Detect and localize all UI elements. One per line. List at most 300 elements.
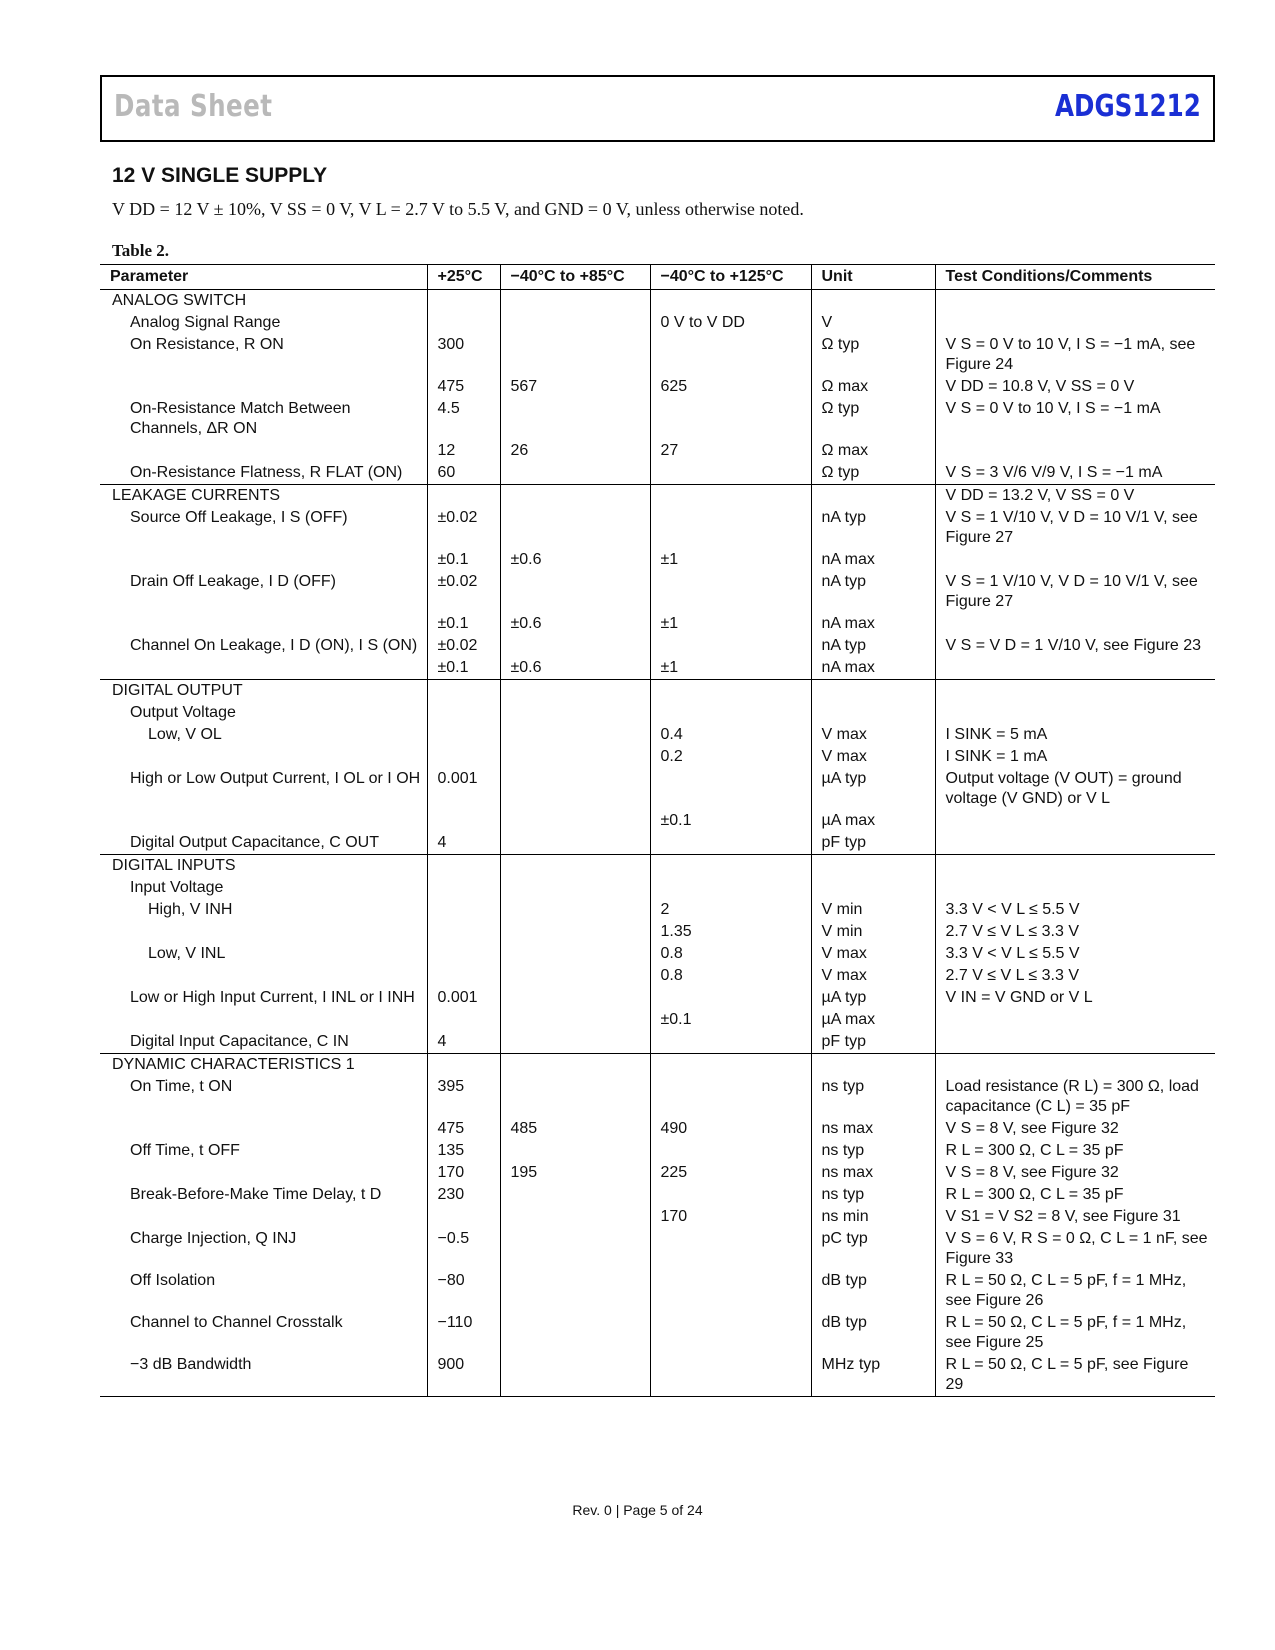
conditions-cell (935, 440, 1215, 462)
unit-cell: V (811, 312, 935, 334)
table-row (100, 987, 1215, 1009)
value-25c-cell (427, 1054, 500, 1077)
parameter-cell (100, 810, 427, 832)
parameter-cell (100, 921, 427, 943)
value-25c-cell: 900 (427, 1354, 500, 1397)
value-125c-cell (650, 485, 811, 508)
value-125c-cell (650, 1354, 811, 1397)
parameter-cell: On Resistance, R ON (130, 336, 284, 353)
table-row (100, 943, 1215, 965)
conditions-cell (935, 657, 1215, 680)
unit-cell: V max (811, 724, 935, 746)
parameter-cell: Digital Input Capacitance, C IN (130, 1033, 349, 1050)
conditions-cell: V DD = 10.8 V, V SS = 0 V (935, 376, 1215, 398)
value-25c-cell: 395 (427, 1076, 500, 1118)
value-25c-cell: 475 (427, 376, 500, 398)
parameter-cell (100, 1118, 427, 1140)
value-25c-cell (427, 1206, 500, 1228)
unit-cell: µA max (811, 1009, 935, 1031)
value-25c-cell: −0.5 (427, 1228, 500, 1270)
conditions-cell: V S = 6 V, R S = 0 Ω, C L = 1 nF, see Figure 33 (935, 1228, 1215, 1270)
unit-cell: Ω max (811, 440, 935, 462)
unit-cell: nA typ (811, 571, 935, 613)
value-125c-cell: 625 (650, 376, 811, 398)
conditions-cell (935, 832, 1215, 855)
table-row (100, 1009, 1215, 1031)
parameter-cell (100, 657, 427, 680)
conditions-cell: 3.3 V < V L ≤ 5.5 V (935, 943, 1215, 965)
conditions-cell: V S = 1 V/10 V, V D = 10 V/1 V, see Figure 27 (935, 571, 1215, 613)
unit-cell: MHz typ (811, 1354, 935, 1397)
table-row (100, 855, 1215, 878)
value-25c-cell (427, 921, 500, 943)
value-85c-cell (500, 1228, 650, 1270)
parameter-cell: Source Off Leakage, I S (OFF) (130, 509, 348, 526)
value-85c-cell (500, 768, 650, 810)
value-125c-cell: ±1 (650, 657, 811, 680)
parameter-cell (100, 1009, 427, 1031)
conditions-cell: V S = 3 V/6 V/9 V, I S = −1 mA (935, 462, 1215, 485)
table-row (100, 398, 1215, 440)
column-header: −40°C to +85°C (500, 265, 650, 290)
table-row (100, 1054, 1215, 1077)
unit-cell: Ω max (811, 376, 935, 398)
value-125c-cell: ±0.1 (650, 810, 811, 832)
value-85c-cell (500, 1054, 650, 1077)
unit-cell: nA typ (811, 507, 935, 549)
value-85c-cell (500, 1354, 650, 1397)
unit-cell: ns min (811, 1206, 935, 1228)
value-85c-cell (500, 1312, 650, 1354)
parameter-cell: Channel to Channel Crosstalk (130, 1314, 343, 1331)
value-25c-cell (427, 724, 500, 746)
parameter-cell (100, 613, 427, 635)
value-25c-cell (427, 899, 500, 921)
conditions-cell: V IN = V GND or V L (935, 987, 1215, 1009)
value-85c-cell (500, 1140, 650, 1162)
unit-cell: ns max (811, 1162, 935, 1184)
conditions-cell (935, 855, 1215, 878)
unit-cell (811, 855, 935, 878)
value-85c-cell (500, 290, 650, 313)
conditions-cell: V S = 8 V, see Figure 32 (935, 1118, 1215, 1140)
value-25c-cell: 4 (427, 832, 500, 855)
value-125c-cell (650, 680, 811, 703)
conditions-cell: V S = 0 V to 10 V, I S = −1 mA (935, 398, 1215, 440)
value-85c-cell (500, 965, 650, 987)
parameter-cell: High, V INH (148, 901, 233, 918)
unit-cell: dB typ (811, 1312, 935, 1354)
parameter-cell (100, 549, 427, 571)
parameter-cell: Charge Injection, Q INJ (130, 1230, 297, 1247)
table-row (100, 1354, 1215, 1397)
value-125c-cell (650, 1054, 811, 1077)
value-85c-cell (500, 832, 650, 855)
value-85c-cell (500, 1009, 650, 1031)
value-25c-cell: ±0.1 (427, 613, 500, 635)
value-85c-cell: 26 (500, 440, 650, 462)
value-25c-cell: 170 (427, 1162, 500, 1184)
value-85c-cell (500, 334, 650, 376)
table-row (100, 376, 1215, 398)
conditions-cell: V S1 = V S2 = 8 V, see Figure 31 (935, 1206, 1215, 1228)
conditions-cell: R L = 300 Ω, C L = 35 pF (935, 1184, 1215, 1206)
unit-cell: nA typ (811, 635, 935, 657)
value-125c-cell: 0.8 (650, 943, 811, 965)
table-row (100, 312, 1215, 334)
value-25c-cell (427, 943, 500, 965)
table-row (100, 440, 1215, 462)
unit-cell: V min (811, 899, 935, 921)
value-85c-cell (500, 810, 650, 832)
table-row (100, 1140, 1215, 1162)
value-85c-cell (500, 680, 650, 703)
parameter-cell: Drain Off Leakage, I D (OFF) (130, 573, 336, 590)
parameter-cell: DIGITAL OUTPUT (100, 680, 427, 703)
conditions-cell (935, 1009, 1215, 1031)
unit-cell (811, 680, 935, 703)
value-125c-cell: ±1 (650, 613, 811, 635)
value-125c-cell (650, 1270, 811, 1312)
value-125c-cell (650, 571, 811, 613)
unit-cell: ns typ (811, 1076, 935, 1118)
value-25c-cell: 4.5 (427, 398, 500, 440)
value-85c-cell (500, 571, 650, 613)
parameter-cell (100, 1206, 427, 1228)
parameter-cell: DYNAMIC CHARACTERISTICS 1 (100, 1054, 427, 1077)
value-125c-cell (650, 1140, 811, 1162)
unit-cell (811, 1054, 935, 1077)
parameter-cell: Channel On Leakage, I D (ON), I S (ON) (130, 637, 418, 654)
value-25c-cell (427, 290, 500, 313)
value-85c-cell (500, 1031, 650, 1054)
conditions-cell: V S = 1 V/10 V, V D = 10 V/1 V, see Figure 27 (935, 507, 1215, 549)
conditions-cell: I SINK = 1 mA (935, 746, 1215, 768)
unit-cell: V max (811, 943, 935, 965)
value-125c-cell: 170 (650, 1206, 811, 1228)
value-125c-cell (650, 462, 811, 485)
unit-cell (811, 702, 935, 724)
value-85c-cell: 567 (500, 376, 650, 398)
value-125c-cell (650, 1031, 811, 1054)
conditions-cell (935, 613, 1215, 635)
conditions-cell: 2.7 V ≤ V L ≤ 3.3 V (935, 965, 1215, 987)
conditions-cell: Load resistance (R L) = 300 Ω, load capacitance (C L) = 35 pF (935, 1076, 1215, 1118)
table-row (100, 965, 1215, 987)
parameter-cell: On-Resistance Flatness, R FLAT (ON) (130, 464, 403, 481)
table-row (100, 746, 1215, 768)
parameter-cell: LEAKAGE CURRENTS (100, 485, 427, 508)
value-125c-cell (650, 1184, 811, 1206)
value-85c-cell (500, 1076, 650, 1118)
value-125c-cell: 0 V to V DD (650, 312, 811, 334)
conditions-cell (935, 680, 1215, 703)
unit-cell: Ω typ (811, 462, 935, 485)
value-25c-cell (427, 810, 500, 832)
value-85c-cell (500, 507, 650, 549)
table-header-row (100, 265, 1215, 290)
table-row (100, 680, 1215, 703)
unit-cell: ns typ (811, 1140, 935, 1162)
value-85c-cell (500, 462, 650, 485)
value-125c-cell (650, 1228, 811, 1270)
value-25c-cell: 0.001 (427, 987, 500, 1009)
value-125c-cell (650, 832, 811, 855)
unit-cell: V max (811, 746, 935, 768)
table-row (100, 1184, 1215, 1206)
table-row (100, 613, 1215, 635)
unit-cell: µA typ (811, 987, 935, 1009)
conditions-cell: R L = 50 Ω, C L = 5 pF, f = 1 MHz, see Figure 26 (935, 1270, 1215, 1312)
value-25c-cell: 0.001 (427, 768, 500, 810)
value-85c-cell (500, 987, 650, 1009)
parameter-cell: Low, V OL (148, 726, 222, 743)
unit-cell: µA typ (811, 768, 935, 810)
parameter-cell: Off Isolation (130, 1272, 216, 1289)
conditions-cell (935, 312, 1215, 334)
unit-cell: dB typ (811, 1270, 935, 1312)
parameter-cell: Off Time, t OFF (130, 1142, 240, 1159)
value-85c-cell (500, 746, 650, 768)
table-row (100, 1312, 1215, 1354)
value-125c-cell (650, 635, 811, 657)
value-85c-cell (500, 485, 650, 508)
specifications-table (100, 264, 1215, 1397)
column-header: −40°C to +125°C (650, 265, 811, 290)
value-125c-cell: 490 (650, 1118, 811, 1140)
value-25c-cell: 475 (427, 1118, 500, 1140)
value-125c-cell (650, 855, 811, 878)
unit-cell: V max (811, 965, 935, 987)
conditions-cell: V S = 0 V to 10 V, I S = −1 mA, see Figure 24 (935, 334, 1215, 376)
value-25c-cell (427, 877, 500, 899)
parameter-cell: Analog Signal Range (130, 314, 281, 331)
value-85c-cell: ±0.6 (500, 657, 650, 680)
unit-cell: ns typ (811, 1184, 935, 1206)
value-85c-cell (500, 1206, 650, 1228)
table-row (100, 1162, 1215, 1184)
parameter-cell: Digital Output Capacitance, C OUT (130, 834, 379, 851)
value-25c-cell (427, 680, 500, 703)
unit-cell: pF typ (811, 832, 935, 855)
value-25c-cell (427, 746, 500, 768)
value-25c-cell: 60 (427, 462, 500, 485)
conditions-cell: V DD = 13.2 V, V SS = 0 V (935, 485, 1215, 508)
value-125c-cell: 0.2 (650, 746, 811, 768)
value-25c-cell (427, 855, 500, 878)
value-85c-cell (500, 1270, 650, 1312)
value-85c-cell: ±0.6 (500, 613, 650, 635)
parameter-cell (100, 440, 427, 462)
table-row (100, 571, 1215, 613)
unit-cell: pF typ (811, 1031, 935, 1054)
unit-cell: nA max (811, 657, 935, 680)
conditions-cell: V S = V D = 1 V/10 V, see Figure 23 (935, 635, 1215, 657)
value-125c-cell (650, 1076, 811, 1118)
conditions-cell: R L = 50 Ω, C L = 5 pF, see Figure 29 (935, 1354, 1215, 1397)
table-row (100, 810, 1215, 832)
value-125c-cell: 225 (650, 1162, 811, 1184)
column-header: +25°C (427, 265, 500, 290)
value-125c-cell (650, 1312, 811, 1354)
table-row (100, 1031, 1215, 1054)
table-row (100, 832, 1215, 855)
value-85c-cell: 485 (500, 1118, 650, 1140)
conditions-cell: V S = 8 V, see Figure 32 (935, 1162, 1215, 1184)
value-125c-cell: 27 (650, 440, 811, 462)
table-row (100, 1228, 1215, 1270)
parameter-cell: On-Resistance Match Between Channels, ΔR ON (130, 400, 351, 437)
parameter-cell: Break-Before-Make Time Delay, t D (130, 1186, 382, 1203)
value-25c-cell: ±0.1 (427, 549, 500, 571)
value-25c-cell: −110 (427, 1312, 500, 1354)
conditions-cell (935, 1054, 1215, 1077)
parameter-cell: −3 dB Bandwidth (100, 1354, 427, 1397)
table-body (100, 290, 1215, 1397)
value-85c-cell: 195 (500, 1162, 650, 1184)
value-85c-cell: ±0.6 (500, 549, 650, 571)
value-25c-cell: ±0.1 (427, 657, 500, 680)
parameter-cell: DIGITAL INPUTS (100, 855, 427, 878)
parameter-cell: Low or High Input Current, I INL or I INH (130, 989, 415, 1006)
unit-cell: V min (811, 921, 935, 943)
value-85c-cell (500, 1184, 650, 1206)
value-125c-cell: 1.35 (650, 921, 811, 943)
value-25c-cell (427, 1009, 500, 1031)
conditions-cell: 2.7 V ≤ V L ≤ 3.3 V (935, 921, 1215, 943)
value-25c-cell: 12 (427, 440, 500, 462)
value-25c-cell: −80 (427, 1270, 500, 1312)
table-row (100, 1270, 1215, 1312)
column-header: Test Conditions/Comments (935, 265, 1215, 290)
conditions-cell (935, 290, 1215, 313)
parameter-cell (100, 1162, 427, 1184)
table-row (100, 507, 1215, 549)
conditions-cell: R L = 50 Ω, C L = 5 pF, f = 1 MHz, see Figure 25 (935, 1312, 1215, 1354)
table-row (100, 485, 1215, 508)
value-125c-cell: 0.8 (650, 965, 811, 987)
value-125c-cell (650, 987, 811, 1009)
unit-cell: pC typ (811, 1228, 935, 1270)
parameter-cell: Output Voltage (130, 704, 236, 721)
conditions-cell: R L = 300 Ω, C L = 35 pF (935, 1140, 1215, 1162)
value-25c-cell (427, 312, 500, 334)
value-125c-cell (650, 334, 811, 376)
value-125c-cell (650, 290, 811, 313)
unit-cell (811, 877, 935, 899)
conditions-cell: I SINK = 5 mA (935, 724, 1215, 746)
table-row (100, 921, 1215, 943)
conditions-cell (935, 702, 1215, 724)
value-85c-cell (500, 877, 650, 899)
value-125c-cell (650, 398, 811, 440)
unit-cell: nA max (811, 549, 935, 571)
parameter-cell: ANALOG SWITCH (112, 292, 247, 309)
value-125c-cell: 0.4 (650, 724, 811, 746)
header-doc-type: Data Sheet (114, 89, 273, 124)
value-125c-cell: ±0.1 (650, 1009, 811, 1031)
table-row (100, 702, 1215, 724)
header-part-number: ADGS1212 (1055, 89, 1201, 124)
value-25c-cell: 230 (427, 1184, 500, 1206)
parameter-cell: Low, V INL (148, 945, 226, 962)
value-85c-cell (500, 312, 650, 334)
unit-cell: ns max (811, 1118, 935, 1140)
conditions-cell (935, 549, 1215, 571)
value-25c-cell: ±0.02 (427, 507, 500, 549)
value-125c-cell (650, 877, 811, 899)
value-25c-cell (427, 965, 500, 987)
value-85c-cell (500, 635, 650, 657)
conditions-cell: 3.3 V < V L ≤ 5.5 V (935, 899, 1215, 921)
value-25c-cell: 135 (427, 1140, 500, 1162)
value-85c-cell (500, 899, 650, 921)
value-25c-cell: ±0.02 (427, 635, 500, 657)
conditions-cell (935, 877, 1215, 899)
table-row (100, 290, 1215, 313)
column-header: Unit (811, 265, 935, 290)
parameter-cell (100, 746, 427, 768)
value-125c-cell (650, 768, 811, 810)
value-25c-cell (427, 485, 500, 508)
table-row (100, 635, 1215, 657)
parameter-cell: Input Voltage (130, 879, 224, 896)
section-title: 12 V SINGLE SUPPLY (112, 164, 328, 187)
value-125c-cell: ±1 (650, 549, 811, 571)
value-125c-cell (650, 507, 811, 549)
unit-cell: µA max (811, 810, 935, 832)
table-caption: Table 2. (112, 241, 170, 260)
table-row (100, 899, 1215, 921)
unit-cell: Ω typ (811, 398, 935, 440)
conditions-cell (935, 1031, 1215, 1054)
value-85c-cell (500, 398, 650, 440)
value-85c-cell (500, 921, 650, 943)
conditions-cell: Output voltage (V OUT) = ground voltage (V GND) or V L (935, 768, 1215, 810)
table-row (100, 1118, 1215, 1140)
table-row (100, 657, 1215, 680)
table-row (100, 768, 1215, 810)
supply-conditions: V DD = 12 V ± 10%, V SS = 0 V, V L = 2.7 V to 5.5 V, and GND = 0 V, unless otherwise noted. (112, 199, 804, 219)
table-row (100, 462, 1215, 485)
parameter-cell (100, 965, 427, 987)
column-header: Parameter (100, 265, 427, 290)
value-85c-cell (500, 855, 650, 878)
page-header (100, 75, 1215, 142)
parameter-cell: High or Low Output Current, I OL or I OH (130, 770, 421, 787)
parameter-cell (100, 376, 427, 398)
value-25c-cell (427, 702, 500, 724)
table-row (100, 1076, 1215, 1118)
value-85c-cell (500, 702, 650, 724)
value-125c-cell: 2 (650, 899, 811, 921)
table-row (100, 724, 1215, 746)
value-25c-cell: 300 (427, 334, 500, 376)
parameter-cell: On Time, t ON (130, 1078, 233, 1095)
table-row (100, 1206, 1215, 1228)
value-25c-cell: ±0.02 (427, 571, 500, 613)
value-85c-cell (500, 724, 650, 746)
unit-cell: nA max (811, 613, 935, 635)
value-125c-cell (650, 702, 811, 724)
table-row (100, 334, 1215, 376)
conditions-cell (935, 810, 1215, 832)
value-25c-cell: 4 (427, 1031, 500, 1054)
table-row (100, 549, 1215, 571)
value-85c-cell (500, 943, 650, 965)
unit-cell: Ω typ (811, 334, 935, 376)
table-row (100, 877, 1215, 899)
